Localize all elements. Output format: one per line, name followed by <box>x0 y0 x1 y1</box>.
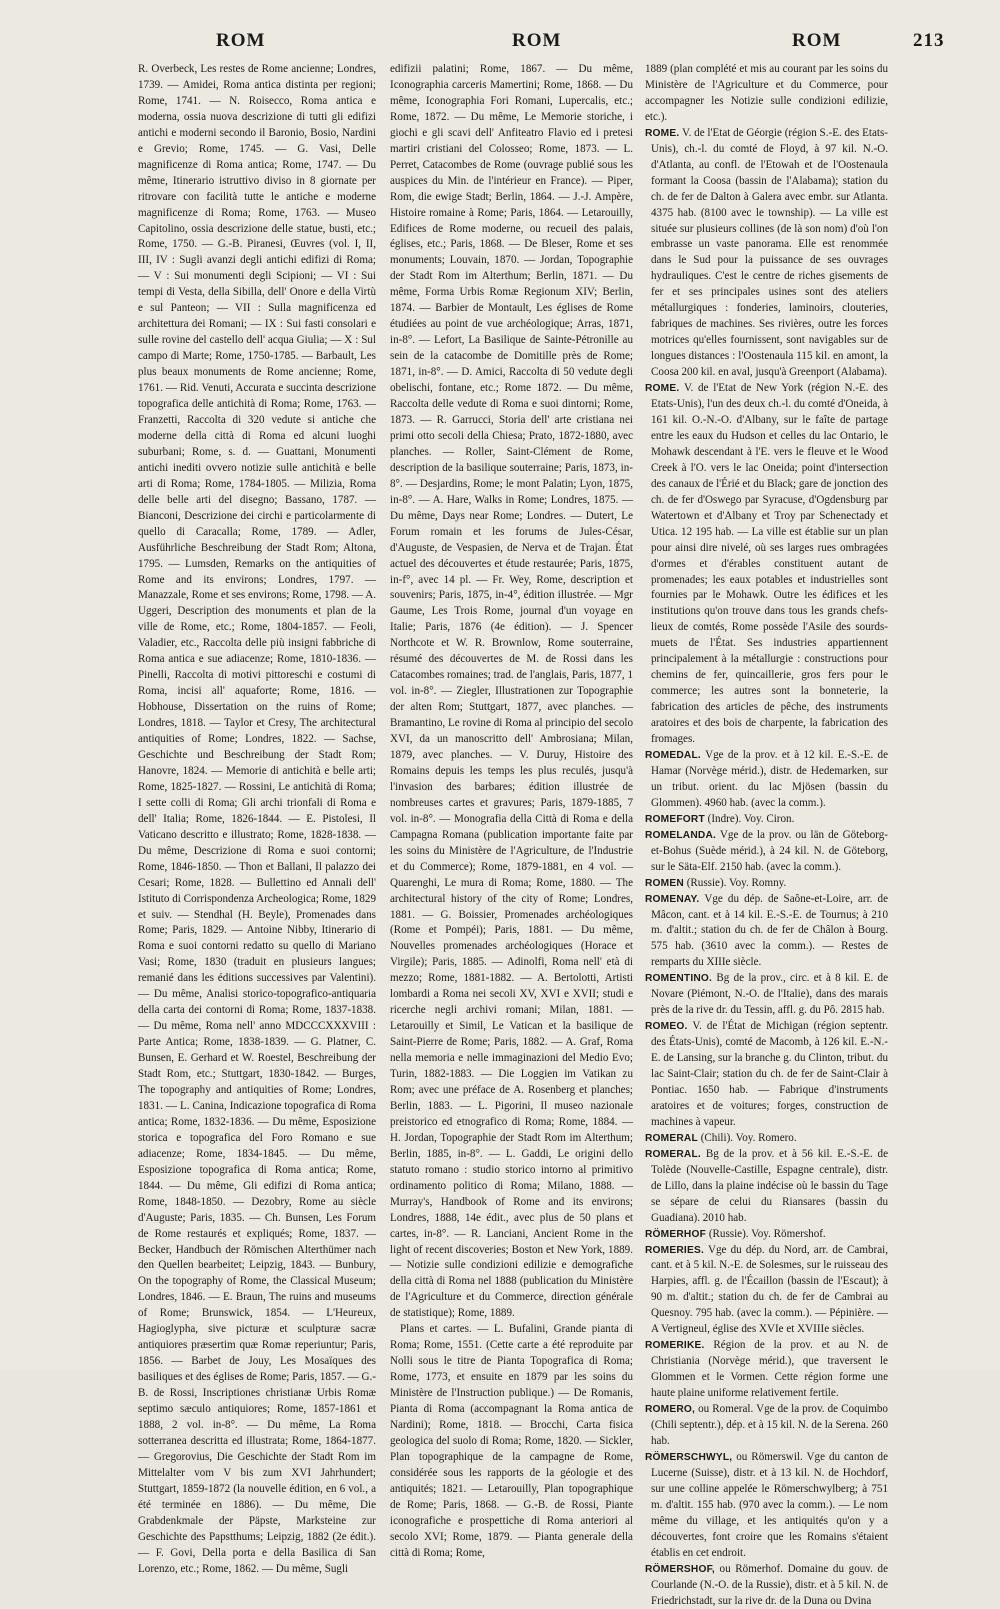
bibliography-text: 1889 (plan complété et mis au courant par les soins du Ministère de l'Agriculture et du Commerce, pour accompagner les Notizie sulle condizioni edilizie, etc.). <box>645 63 888 123</box>
gazetteer-entries <box>645 126 888 1609</box>
entry-text: V. de l'Etat de New York (région N.-E. des Etats-Unis), l'un des deux ch.-l. du comté d'Oneida, à 161 kil. O.-N.-O. d'Albany, sur le faîte de partage entre les eaux du Hudson et celles du lac Ontario, le Mohawk descendant à l'E. vers le fleuve et le Wood Creek à l'O. vers le lac Oneida; point d'intersection des canaux de l'Érié et du Black; gare de jonction des ch. de fer d'Oswego par Syracuse, d'Ogdensburg par Watertown et d'Albany et Troy par Schenectady et Utica. 12 195 hab. — La ville est établie sur un plan pour ainsi dire nivelé, où ses larges rues ombragées d'ormes et d'érables constituent autant de promenades; les eaux potables et industrielles sont fournies par le Mohawk. Outre les édifices et les institutions qu'on trouve dans tous les grands chefs-lieux de comtés, Rome possède l'Asile des sourds-muets de l'État. Ses industries appartiennent principalement à la métallurgie : constructions pour chemins de fer, quincaillerie, gros fers pour le commerce; les autres sont la bonneterie, la fabrication des articles de pêche, des instruments aratoires et des bois de charpente, la fabrication des fromages. <box>651 382 888 746</box>
gazetteer-entry <box>645 126 888 381</box>
bibliography-text: edifizii palatini; Rome, 1867. — Du même, Iconographia carceris Mamertini; Rome, 1868. — Du même, Iconographia Fori Romani, Lupercalis, etc.; Rome, 1872. — Du même, Le Memorie storiche, i giochi e gli scavi dell' Anfiteatro Flavio ed i pretesi martiri cristiani del Colosseo; Rome, 1873. — L. Perret, Catacombes de Rome (ouvrage publié sous les auspices du Min. de l'intérieur en France). — Piper, Rom, die ewige Stadt; Berlin, 1864. — J.-J. Ampère, Histoire romaine à Rome; Paris, 1864. — Letarouilly, Edifices de Rome moderne, ou recueil des palais, églises, etc.; Paris, 1868. — De Bleser, Rome et ses monuments; Louvain, 1870. — Jordan, Topographie der Stadt Rom im Alterthum; Berlin, 1871. — Du même, Forma Urbis Romæ Regionum XIV; Berlin, 1874. — Barbier de Montault, Les églises de Rome étudiées au point de vue archéologique; Arras, 1871, in-8°. — Lefort, La Basilique de Sainte-Pétronille au sein de la catacombe de Domitille près de Rome; 1871, in-8°. — D. Amici, Raccolta di 50 vedute degli obelischi, fontane, etc.; Rome 1872. — Du même, Raccolta delle vedute di Roma e suoi dintorni; Rome, 1873. — R. Garrucci, Storia dell' arte cristiana nei primi otto secoli della Chiesa; Prato, 1872-1880, avec planches. — Roller, Saint-Clément de Rome, description de la basilique souterraine; Paris, 1873, in-8°. — Desjardins, Rome; le mont Palatin; Lyon, 1875, in-8°. — A. Hare, Walks in Rome; Londres, 1875. — Du même, Days near Rome; Londres. — Dutert, Le Forum romain et les forums de Jules-César, d'Auguste, de Vespasien, de Nerva et de Trajan. État actuel des découvertes et étude restaurée; Paris, 1875, in-f°, avec 14 pl. — Fr. Wey, Rome, description et souvenirs; Paris, 1875, in-4°, édition illustrée. — Mgr Gaume, Les Trois Rome, journal d'un voyage en Italie; Paris, 1876 (4e édition). — J. Spencer Northcote et W. R. Brownlow, Rome souterraine, résumé des découvertes de M. de Rossi dans les Catacombes romaines; trad. de l'anglais, Paris, 1877, 1 vol. in-8°. — Ziegler, Illustrationen zur Topographie der alten Rom; Stuttgart, 1877, avec planches. — Bramantino, Le rovine di Roma al principio del secolo XVI, da un manoscritto dell' Ambrosiana; Milan, 1879, avec planches. — V. Duruy, Histoire des Romains depuis les temps les plus reculés, jusqu'à l'invasion des barbares; édition illustrée de nombreuses cartes et gravures; Paris, 1879-1885, 7 vol. in-8°. — Monografia della Città di Roma e della Campagna Romana (publication importante faite par les soins du Ministère de l'Agriculture, de l'Industrie et du Commerce); Rome, 1879-1881, en 4 vol. — Quarenghi, Le mura di Roma; Rome, 1880. — The architectural history of the city of Rome; Londres, 1881. — G. Boissier, Promenades archéologiques (Rome et Pompéi); Paris, 1881. — Du même, Nouvelles promenades archéologiques (Horace et Virgile); Paris, 1885. — Adinolfi, Roma nell' età di mezzo; Rome, 1881-1882. — A. Bertolotti, Artisti lombardi a Roma nei secoli XV, XVI e XVII; studi e ricerche negli archivi romani; Milan, 1881. — Letarouilly et Simil, Le Vatican et la basilique de Saint-Pierre de Rome; Paris, 1882. — A. Graf, Roma nella memoria e nelle immaginazioni del Medio Evo; Turin, 1882-1883. — Die Loggien im Vatikan zu Rom; avec une préface de A. Rosenberg et planches; Berlin, 1883. — L. Pigorini, Il museo nazionale preistorico ed etnografico di Roma; Rome, 1884. — H. Jordan, Topographie der Stadt Rom im Alterthum; Berlin, 1885, in-8°. — L. Gaddi, Le origini dello statuto romano : studio storico intorno al primitivo ordinamento politico di Roma; Milano, 1888. — Murray's, Handbook of Rome and its environs; Londres, 1888, 14e édit., avec plus de 50 plans et cartes, in-8°. — R. Lanciani, Ancient Rome in the light of recent discoveries; Boston et New York, 1889. — Notizie sulle condizioni edilizie e demografiche della città di Roma nel 1888 (publication du Ministère de l'Agriculture et du Commerce, direction générale de statistique); Rome, 1889. <box>390 63 633 1320</box>
entry-headword: ROMENTINO. <box>645 973 713 985</box>
entry-text: Bg de la prov., circ. et à 8 kil. E. de Novare (Piémont, N.-O. de l'Italie), dans des marais près de la rive dr. du Tessin, affl. g. du Pô. 2815 hab. <box>651 972 889 1017</box>
entry-text: V. de l'Etat de Géorgie (région S.-E. des Etats-Unis), ch.-l. du comté de Floyd, à 97 kil. N.-O. d'Atlanta, au confl. de l'Etowah et de l'Oostenaula formant la Coosa (bassin de l'Alabama); station du ch. de fer de Dalton à Galera avec embr. sur Atlanta. 4375 hab. (8100 avec le township). — La ville est située sur plusieurs collines (de là son nom) d'où l'on embrasse un vaste panorama. Elle est renommée dans le Sud pour la puissance de ses ouvrages hydrauliques. C'est le centre de riches gisements de fer et ses principales usines sont des ateliers métallurgiques : fonderies, laminoirs, clouteries, fabriques de machines. Ses rivières, outre les forces motrices qu'elles fournissent, sont navigables sur de longues distances : l'Oostenaula 115 kil. en amont, la Coosa 200 kil. en aval, jusqu'à Greenport (Alabama). <box>651 126 888 379</box>
entry-text: Vge du dép. du Nord, arr. de Cambrai, cant. et à 5 kil. N.-E. de Solesmes, sur le ruisseau des Harpies, affl. g. de l'Écaillon (bassin de l'Escaut); à 90 m. d'altit.; station du ch. de fer de Cambrai au Quesnoy. 795 hab. (avec la comm.). — Pépinière. — A Vertigneul, église des XVIe et XVIIIe siècles. <box>651 1243 888 1336</box>
gazetteer-entry <box>645 828 888 876</box>
entry-headword: ROME. <box>645 127 680 139</box>
entry-text: (Chili). Voy. Romero. <box>700 1131 797 1144</box>
entry-headword: RÖMERSHOF, <box>645 1563 715 1575</box>
bibliography-text: R. Overbeck, Les restes de Rome ancienne; Londres, 1739. — Amidei, Roma antica distinta per regioni; Rome, 1741. — N. Roisecco, Roma antica e moderna, ossia nuova descrizione di tutti gli edifizi antichi e moderni secondo il Baronio, Bosio, Nardini e Grevio; Rome, 1745. — G. Vasi, Delle magnificenze di Roma antica; Rome, 1747. — Du même, Itinerario istruttivo diviso in 8 giornate per ritrovare con facilità tutte le antiche e moderne magnificenze di Roma; Rome, 1763. — Museo Capitolino, ossia descrizione delle statue, busti, etc.; Rome, 1750. — G.-B. Piranesi, Œuvres (vol. I, II, III, IV : Sugli avanzi degli antichi edifizi di Roma; — V : Sui monumenti degli Scipioni; — VI : Sui tempi di Vesta, della Sibilla, dell' Onore e della Virtù e sul Panteon; — VII : Sulla magnificenza ed architettura dei Romani; — IX : Sui fasti consolari e sulle rovine del castello dell' acqua Giulia; — X : Sul campo di Marte; Rome, 1750-1785. — Barbault, Les plus beaux monuments de Rome ancienne; Rome, 1761. — Rid. Venuti, Accurata e succinta descrizione topografica delle antichità di Roma; Rome, 1763. — Franzetti, Raccolta di 320 vedute si antiche che moderne della città di Roma ed alcuni luoghi suburbani; Rome, s. d. — Guattani, Monumenti antichi inediti ovvero notizie sulle antichità e belle arti di Roma; Rome, 1784-1805. — Milizia, Roma delle belle arti del disegno; Bassano, 1787. — Bianconi, Descrizione dei circhi e particolarmente di quello di Caracalla; Rome, 1789. — Adler, Ausführliche Beschreibung der Stadt Rom; Altona, 1795. — Lumsden, Remarks on the antiquities of Rome and its environs; Londres, 1797. — Manazzale, Rome et ses environs; Rome, 1798. — A. Uggeri, Description des monuments et plan de la ville de Rome, etc.; Rome, 1804-1857. — Feoli, Valadier, etc., Raccolta delle più insigni fabbriche di Roma antica e sue adiacenze; Rome, 1810-1836. — Pinelli, Raccolta di motivi pittoreschi e costumi di Roma, incisi all' aquaforte; Rome, 1816. — Hobhouse, Dissertation on the ruins of Rome; Londres, 1818. — Taylor et Cresy, The architectural antiquities of Rome; Londres, 1822. — Sachse, Geschichte und Beschreibung der Stadt Rom; Hanovre, 1824. — Memorie di antichità e belle arti; Rome, 1825-1827. — Rossini, Le antichità di Roma; I sette colli di Roma; Gli archi trionfali di Roma e dell' Italia; Rome, 1826-1844. — E. Pistolesi, Il Vaticano descritto e illustrato; Rome, 1828-1838. — Du même, Descrizione di Roma e suoi contorni; Rome, 1846-1850. — Thon et Ballani, Il palazzo dei Cesari; Rome, 1828. — Bullettino ed Annali dell' Istituto di Corrispondenza Archeologica; Rome, 1829 et suiv. — Stendhal (H. Beyle), Promenades dans Rome; Paris, 1829. — Antoine Nibby, Itinerario di Roma e suoi contorni redatto su quello di Mariano Vasi; Rome, 1830 (traduit en plusieurs langues; remanié dans les éditions successives par Valentini). — Du même, Analisi storico-topografico-antiquaria della carta dei contorni di Roma; Rome, 1837-1838. — Du même, Roma nell' anno MDCCCXXXVIII : Parte Antica; Rome, 1838-1839. — G. Platner, C. Bunsen, E. Gerhard et W. Roestel, Beschreibung der Stadt Rom, etc.; Stuttgart, 1830-1842. — Burges, The topography and antiquities of Rome; Londres, 1831. — L. Canina, Indicazione topografica di Roma antica; Rome, 1832-1836. — Du même, Esposizione storica e topografica del Foro Romano e sue adiacenze; Rome, 1834-1845. — Du même, Esposizione topografica di Roma antica; Rome, 1844. — Du même, Gli edifizi di Roma antica; Rome, 1848-1850. — Dezobry, Rome au siècle d'Auguste; Paris, 1835. — Ch. Bunsen, Les Forum de Rome restaurés et expliqués; Rome, 1837. — Becker, Handbuch der Römischen Alterthümer nach den Quellen bearbeitet; Leipzig, 1843. — Bunbury, On the topography of Rome, the Classical Museum; Londres, 1846. — E. Braun, The ruins and museums of Rome; Brunswick, 1854. — L'Heureux, Hagioglypha, sive picturæ et sculpturæ sacræ antiquiores præsertim quæ Romæ reperiuntur; Paris, 1856. — Barbet de Jouy, Les Mosaïques des basiliques et des églises de Rome; Paris, 1857. — G.-B. de Rossi, Inscriptiones christianæ Urbis Romæ septimo sæculo antiquiores; Rome, 1857-1861 et 1888, 2 vol. in-8°. — Du même, La Roma sotterranea descritta ed illustrata; Rome, 1864-1877. — Gregorovius, Die Geschichte der Stadt Rom im Mittelalter vom V bis zum XVI Jahrhundert; Stuttgart, 1859-1872 (la nouvelle édition, en 6 vol., a été terminée en 1886). — Du même, Die Grabdenkmale der Päpste, Marksteine zur Geschichte des Papstthums; Leipzig, 1882 (2e édit.). — F. Govi, Della porta e della Basilica di San Lorenzo, etc.; Rome, 1862. — Du même, Sugli <box>138 63 376 1575</box>
gazetteer-entry <box>645 1227 888 1243</box>
gazetteer-entry <box>645 1402 888 1450</box>
gazetteer-entry <box>645 971 888 1019</box>
entry-headword: ROMERAL. <box>645 1148 701 1160</box>
gazetteer-entry <box>645 876 888 892</box>
header-left-keyword: ROM <box>216 30 266 51</box>
entry-headword: ROMERAL <box>645 1132 698 1144</box>
entry-text: ou Romeral. Vge de la prov. de Coquimbo (Chili septentr.), dép. et à 15 kil. N. de la Serena. 260 hab. <box>651 1403 888 1447</box>
entry-text: ou Römerswil. Vge du canton de Lucerne (Suisse), distr. et à 13 kil. N. de Hochdorf, sur une colline appelée le Römerschwylberg; à 751 m. d'altit. 155 hab. (970 avec la comm.). — Le nom même du village, et les antiquités qu'on y a découvertes, font croire que les Romains s'étaient établis en cet endroit. <box>651 1450 888 1559</box>
gazetteer-entry <box>645 1147 888 1227</box>
gazetteer-entry <box>645 1019 888 1131</box>
page-number: 213 <box>913 30 945 51</box>
entry-headword: ROMERIES. <box>645 1244 704 1256</box>
gazetteer-entry <box>645 381 888 748</box>
column-2 <box>390 62 633 1559</box>
entry-text: V. de l'État de Michigan (région septentr. des États-Unis), comté de Macomb, à 126 kil. E.-N.-E. de Lansing, sur la branche g. du Clinton, tribut. du lac Saint-Clair; station du ch. de fer de Saint-Clair à Pontiac. 1650 hab. — Fabrique d'instruments aratoires et de voitures; forges, construction de machines à vapeur. <box>651 1020 888 1128</box>
gazetteer-entry <box>645 1131 888 1147</box>
entry-headword: ROMEFORT <box>645 813 705 825</box>
entry-text: (Russie). Voy. Römershof. <box>708 1227 826 1240</box>
gazetteer-entry <box>645 812 888 828</box>
entry-text: (Russie). Voy. Romny. <box>686 876 787 889</box>
running-header <box>0 30 1000 56</box>
header-center-keyword: ROM <box>512 30 562 51</box>
gazetteer-entry <box>645 1338 888 1402</box>
entry-headword: ROMEN <box>645 877 684 889</box>
plans-and-maps-text: Plans et cartes. — L. Bufalini, Grande pianta di Roma; Rome, 1551. (Cette carte a été reproduite par Nolli sous le titre de Pianta Topografica di Roma; Rome, 1773, et ensuite en 1879 par les soins du Ministère de l'Instruction publique.) — De Romanis, Pianta di Roma (accompagnant la Roma antica de Nardini); Rome, 1818. — Brocchi, Carta fisica geologica del suolo di Roma; Rome, 1820. — Sickler, Plan topographique de la campagne de Rome, considérée sous les rapports de la géologie et des antiquités; 1821. — Letarouilly, Plan topographique de Rome; Paris, 1868. — G.-B. de Rossi, Piante iconografiche e prospettiche di Roma anteriori al secolo XVI; Rome, 1879. — Pianta generale della città di Roma; Rome, <box>390 1323 633 1559</box>
entry-text: Vge du dép. de Saône-et-Loire, arr. de Mâcon, cant. et à 14 kil. E.-S.-E. de Tournus; à 210 m. d'altit.; station du ch. de fer de Châlon à Bourg. 575 hab. (3610 avec la comm.). — Restes de remparts du XIIIe siècle. <box>651 892 888 969</box>
gazetteer-entry <box>645 1562 888 1609</box>
entry-headword: ROME. <box>645 383 680 395</box>
gazetteer-entry <box>645 892 888 972</box>
entry-headword: ROMERIKE. <box>645 1340 705 1352</box>
entry-headword: ROMERO, <box>645 1404 696 1416</box>
gazetteer-entry <box>645 748 888 812</box>
entry-text: ou Römerhof. Domaine du gouv. de Courlande (N.-O. de la Russie), distr. et à 5 kil. N. de Friedrichstadt, sur la rive dr. de la Duna ou Dvina <box>651 1562 888 1607</box>
entry-headword: ROMEO. <box>645 1021 688 1033</box>
entry-headword: ROMEDAL. <box>645 749 701 761</box>
entry-headword: RÖMERSCHWYL, <box>645 1451 733 1463</box>
entry-text: Vge de la prov. ou län de Göteborg-et-Bohus (Suède mérid.), à 24 kil. N. de Göteborg, sur le Säta-Elf. 2150 hab. (avec la comm.). <box>651 828 888 873</box>
entry-text: Vge de la prov. et à 12 kil. E.-S.-E. de Hamar (Norvège mérid.), distr. de Hedemarken, sur un tribut. orient. du lac Mjösen (bassin du Glommen). 4960 hab. (avec la comm.). <box>651 748 888 809</box>
entry-headword: RÖMERHOF <box>645 1228 707 1240</box>
header-right-keyword: ROM <box>792 30 842 51</box>
entry-text: (Indre). Voy. Ciron. <box>707 812 795 825</box>
entry-text: Région de la prov. et au N. de Christiania (Norvège mérid.), que traversent le Glommen et le Vormen. Cette région forme une haute plaine uniforme relativement fertile. <box>651 1339 888 1400</box>
gazetteer-entry <box>645 1243 888 1339</box>
column-3 <box>645 62 889 1607</box>
column-1 <box>138 62 376 1575</box>
entry-headword: ROMENAY. <box>645 893 700 905</box>
entry-text: Bg de la prov. et à 56 kil. E.-S.-E. de Tolède (Nouvelle-Castille, Espagne centrale), distr. de Lillo, dans la plaine indécise où le bassin du Tage se sépare de celui du Riansares (bassin du Guadiana). 2010 hab. <box>651 1147 888 1224</box>
entry-headword: ROMELANDA. <box>645 829 717 841</box>
gazetteer-entry <box>645 1450 888 1562</box>
